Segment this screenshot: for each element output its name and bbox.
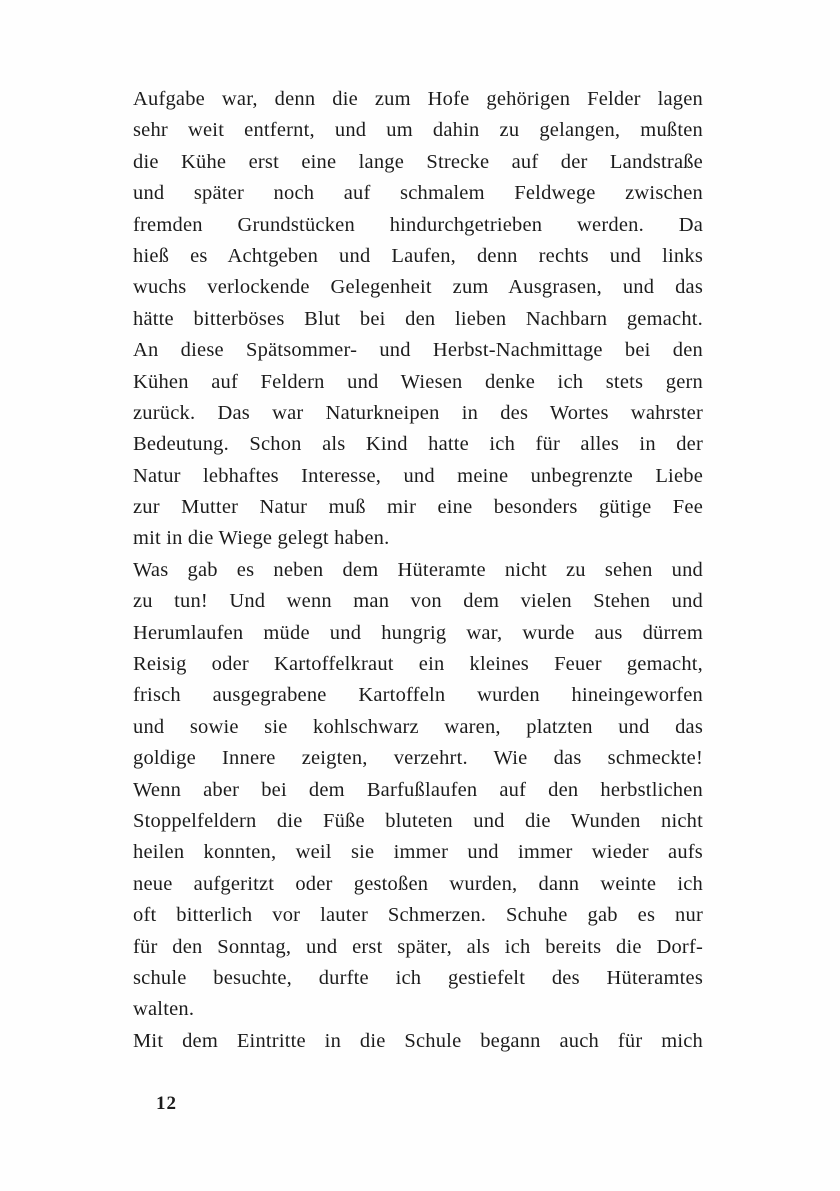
text-line: hätte bitterböses Blut bei den lieben Nachbarn gemacht. [133,307,703,330]
text-line: mit in die Wiege gelegt haben. [133,527,390,550]
text-line: walten. [133,998,195,1021]
page-number: 12 [156,1093,177,1114]
text-line: schule besuchte, durfte ich gestiefelt des Hüteramtes [133,966,703,989]
text-line: die Kühe erst eine lange Strecke auf der Landstraße [133,150,703,173]
text-line: zurück. Das war Naturkneipen in des Wortes wahrster [133,401,703,424]
text-line: zur Mutter Natur muß mir eine besonders gütige Fee [133,496,703,519]
text-line: heilen konnten, weil sie immer und immer wieder aufs [133,841,703,864]
text-line: oft bitterlich vor lauter Schmerzen. Schuhe gab es nur [133,904,703,927]
text-line: zu tun! Und wenn man von dem vielen Stehen und [133,590,703,613]
text-line: fremden Grundstücken hindurchgetrieben werden. Da [133,213,703,236]
text-line: Was gab es neben dem Hüteramte nicht zu sehen und [133,558,703,581]
text-line: An diese Spätsommer- und Herbst-Nachmittage bei den [133,339,703,362]
text-line: frisch ausgegrabene Kartoffeln wurden hineingeworfen [133,684,703,707]
text-line: sehr weit entfernt, und um dahin zu gelangen, mußten [133,119,703,142]
text-line: neue aufgeritzt oder gestoßen wurden, dann weinte ich [133,872,703,895]
text-line: goldige Innere zeigten, verzehrt. Wie das schmeckte! [133,747,703,770]
body-text [133,84,703,1057]
text-line: Stoppelfeldern die Füße bluteten und die Wunden nicht [133,809,703,832]
text-line: Reisig oder Kartoffelkraut ein kleines Feuer gemacht, [133,653,703,676]
text-line: Natur lebhaftes Interesse, und meine unbegrenzte Liebe [133,464,703,487]
text-line: und später noch auf schmalem Feldwege zwischen [133,182,703,205]
text-line: Kühen auf Feldern und Wiesen denke ich stets gern [133,370,703,393]
text-line: Aufgabe war, denn die zum Hofe gehörigen Felder lagen [133,88,703,110]
text-line: und sowie sie kohlschwarz waren, platzten und das [133,715,703,738]
text-line: hieß es Achtgeben und Laufen, denn rechts und links [133,244,703,267]
text-line: Wenn aber bei dem Barfußlaufen auf den herbstlichen [133,778,703,801]
text-line: Mit dem Eintritte in die Schule begann auch für mich [133,1029,703,1052]
text-line: wuchs verlockende Gelegenheit zum Ausgrasen, und das [133,276,703,299]
text-line: Herumlaufen müde und hungrig war, wurde aus dürrem [133,621,703,644]
text-line: Bedeutung. Schon als Kind hatte ich für alles in der [133,433,703,456]
text-line: für den Sonntag, und erst später, als ich bereits die Dorf- [133,935,703,958]
